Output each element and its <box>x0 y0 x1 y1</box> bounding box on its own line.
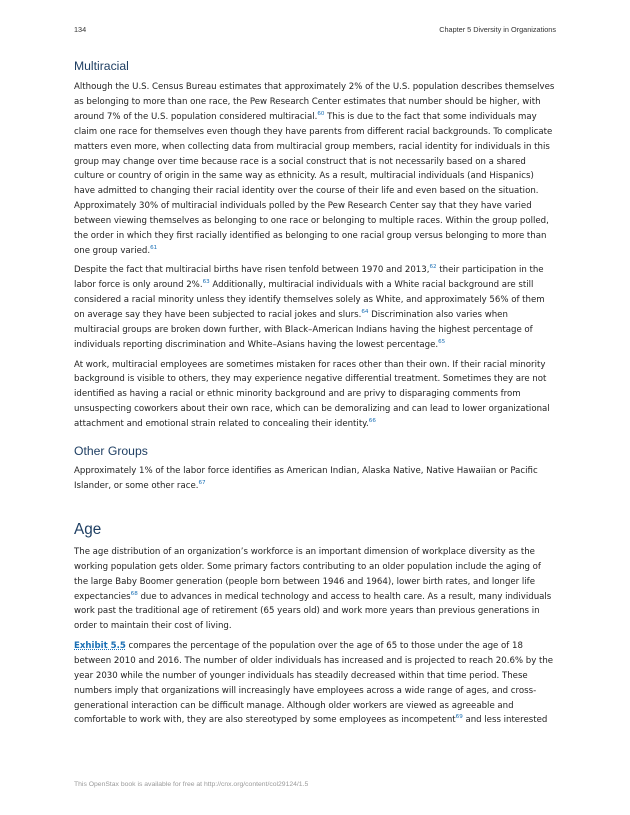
text-run: Approximately 1% of the labor force identifies as American Indian, Alaska Native, Native Hawaiian or Pacific Islander, or some other race. <box>74 466 538 491</box>
footnote-ref-66[interactable]: 66 <box>368 418 376 425</box>
text-run: Additionally, multiracial individuals with a White racial background are still considered a racial minority unless they identify themselves solely as White, and approximately 56% of them on average say they have been subjected to racial jokes and slurs. <box>74 280 545 321</box>
footnote-ref-61[interactable]: 61 <box>150 244 158 251</box>
exhibit-5-5-link[interactable]: Exhibit 5.5 <box>74 640 126 651</box>
footnote-ref-64[interactable]: 64 <box>361 309 369 316</box>
page-header <box>74 25 556 37</box>
text-run: Discrimination also varies when multiracial groups are broken down further, with Black–American Indians having the highest percentage of individuals reporting discrimination and White–Asians having the lowest percentage. <box>74 310 533 350</box>
text-run: This is due to the fact that some individuals may claim one race for themselves even though they have parents from different racial backgrounds. To complicate matters even more, when collecting data from multiracial group members, racial identity for individuals in this group may change over time because race is a social construct that is not necessarily based on a shared culture or country of origin in the same way as ethnicity. As a result, multiracial individuals (and Hispanics) have admitted to changing their racial identity over the course of their life and even based on the situation. Approximately 30% of multiracial individuals polled by the Pew Research Center say that they have varied between viewing themselves as belonging to one race or belonging to multiple races. Within the group polled, the order in which they first racially identified as belonging to one racial group versus belonging to more than one group varied. <box>74 111 553 256</box>
text-run: due to advances in medical technology and access to health care. As a result, many individuals work past the traditional age of retirement (65 years old) and work more years than previous generations in order to maintain their cost of living. <box>74 591 552 632</box>
text-run: Despite the fact that multiracial births have risen tenfold between 1970 and 2013, <box>74 265 430 276</box>
paragraph-multiracial-3 <box>74 358 556 433</box>
footnote-ref-67[interactable]: 67 <box>198 479 206 486</box>
heading-age: Age <box>74 520 102 538</box>
text-run: compares the percentage of the population over the age of 65 to those under the age of 18 between 2010 and 2016. The number of older individuals has increased and is projected to reach 20.6% by the year 2030 while the number of younger individuals has steadily decreased within that time period. These numbers imply that organizations will increasingly have employees across a wide range of ages, and cross-generational interaction can be difficult manage. Although older workers are viewed as agreeable and comfortable to work with, they are also stereotyped by some employees as incompetent <box>74 640 554 726</box>
paragraph-age-2 <box>74 639 556 728</box>
footnote-ref-68[interactable]: 68 <box>130 590 138 597</box>
text-run: Although the U.S. Census Bureau estimates that approximately 2% of the U.S. population describes themselves as belonging to more than one race, the Pew Research Center estimates that number should be higher, with around 7% of the U.S. population considered multiracial. <box>74 82 555 122</box>
heading-other-groups: Other Groups <box>74 444 148 459</box>
paragraph-other-groups <box>74 464 556 494</box>
text-run: At work, multiracial employees are sometimes mistaken for races other than their own. If their racial minority background is visible to others, they may experience negative differential treatment. Sometimes they are not identified as having a racial or ethnic minority background and are privy to disparaging comments from unsuspecting coworkers about their own race, which can be demoralizing and can lead to lower organizational attachment and emotional strain related to concealing their identity. <box>74 359 550 430</box>
text-run: The age distribution of an organization’s workforce is an important dimension of workplace diversity as the working population gets older. Some primary factors contributing to an older population include the aging of the large Baby Boomer generation (people born between 1946 and 1964), lower birth rates, and longer life expectancies <box>74 546 541 602</box>
paragraph-multiracial-1 <box>74 80 556 259</box>
footnote-ref-63[interactable]: 63 <box>202 279 210 286</box>
text-run: their participation in the labor force is only around 2%. <box>74 265 544 291</box>
heading-multiracial: Multiracial <box>74 59 129 73</box>
paragraph-age-1 <box>74 545 556 634</box>
footnote-ref-60[interactable]: 60 <box>317 110 325 117</box>
page-content <box>74 57 556 733</box>
chapter-title: Chapter 5 Diversity in Organizations <box>439 25 556 34</box>
page-number: 134 <box>74 25 87 34</box>
text-run: and less interested <box>462 715 548 726</box>
footnote-ref-65[interactable]: 65 <box>438 339 446 345</box>
footnote-ref-62[interactable]: 62 <box>429 264 437 271</box>
paragraph-multiracial-2 <box>74 263 556 352</box>
footnote-ref-69[interactable]: 69 <box>455 714 463 721</box>
page-footer: This OpenStax book is available for free at http://cnx.org/content/col29124/1.5 <box>74 781 309 788</box>
